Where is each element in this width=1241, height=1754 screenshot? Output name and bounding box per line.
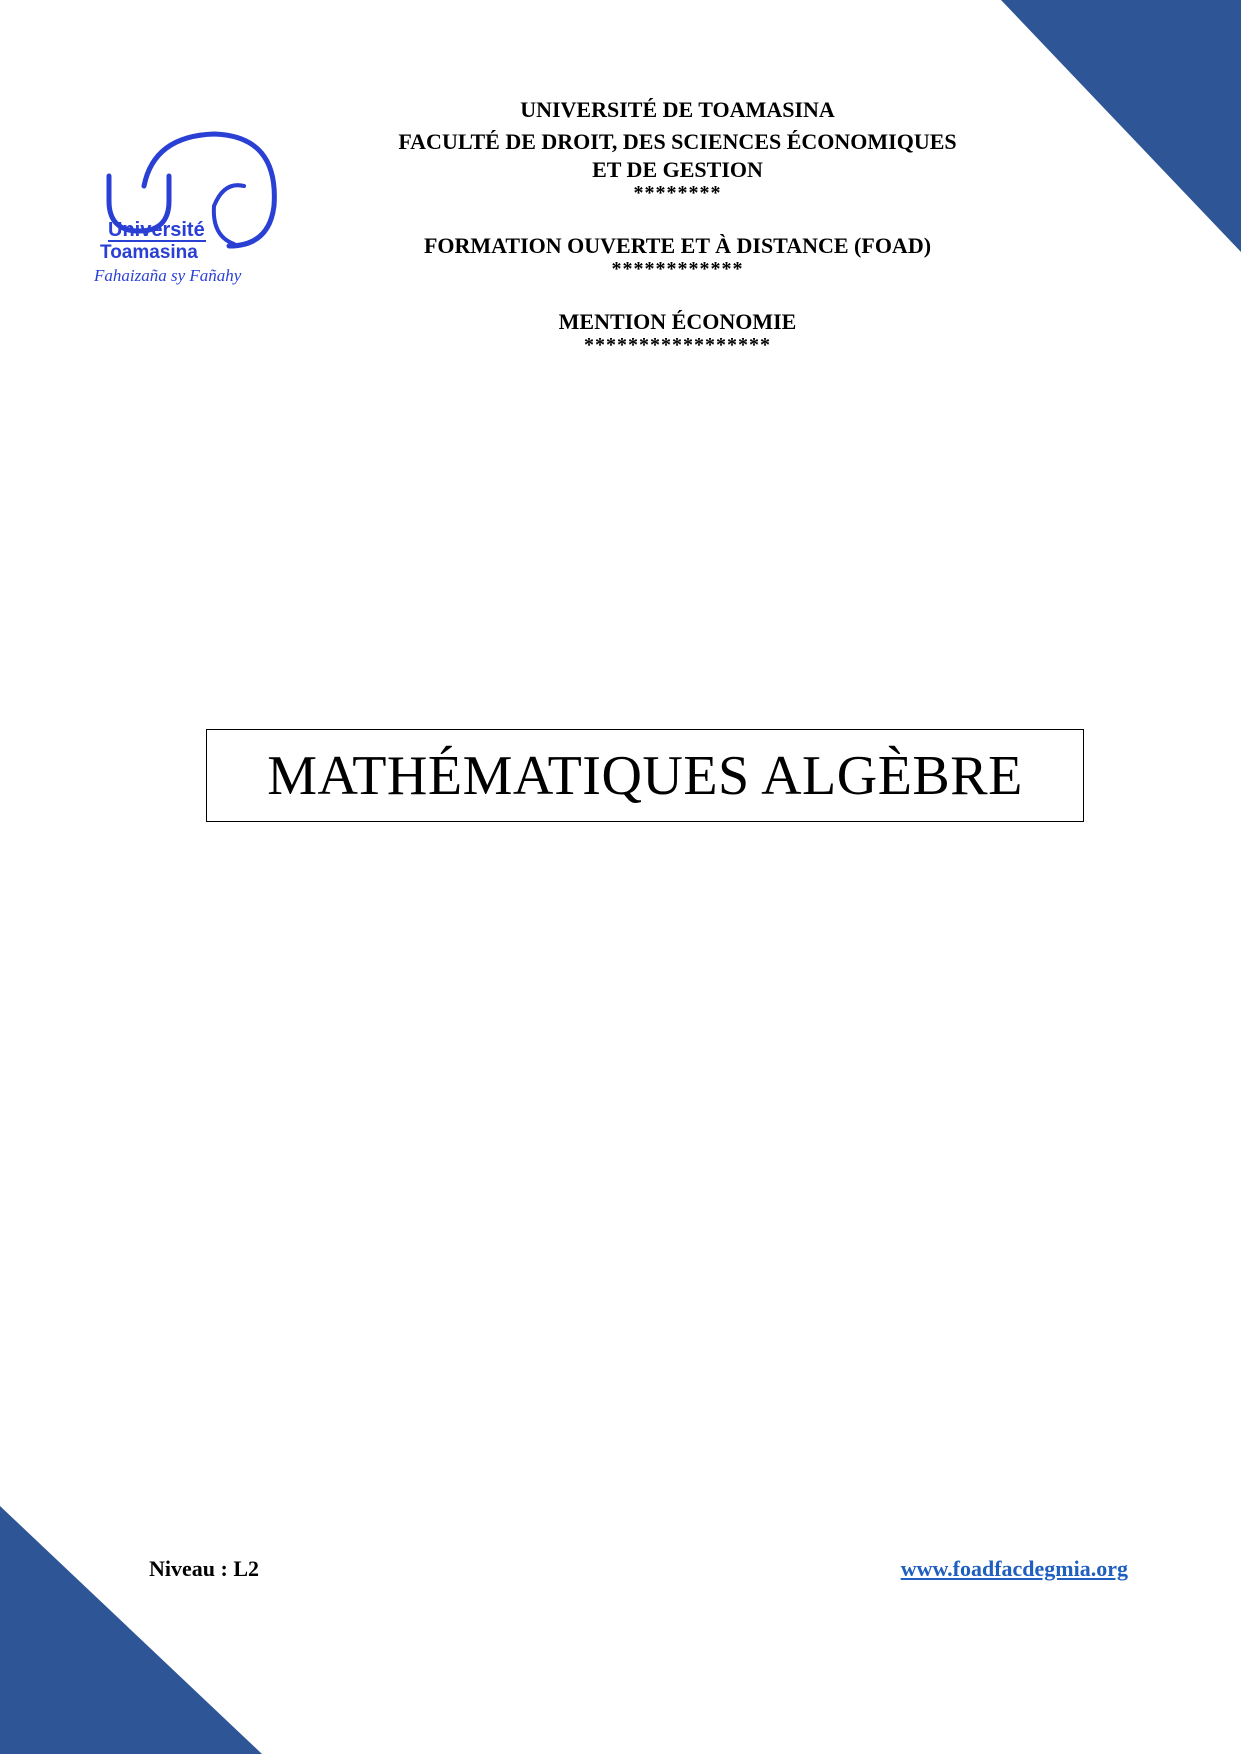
faculty-line-1: FACULTÉ DE DROIT, DES SCIENCES ÉCONOMIQUES	[398, 129, 957, 154]
logo-name-line1: Université	[108, 219, 205, 241]
document-title: MATHÉMATIQUES ALGÈBRE	[206, 729, 1084, 822]
faculty-line-2: ET DE GESTION	[592, 157, 763, 182]
mention-title: MENTION ÉCONOMIE	[558, 309, 797, 334]
logo-motto: Fahaizaña sy Fañahy	[94, 266, 242, 285]
university-logo	[64, 96, 326, 301]
formation-title: FORMATION OUVERTE ET À DISTANCE (FOAD)	[423, 233, 932, 258]
website-link[interactable]: www.foadfacdegmia.org	[900, 1556, 1128, 1581]
separator-stars-2: ************	[611, 258, 744, 280]
separator-stars-3: *****************	[584, 334, 771, 356]
institution-header	[340, 96, 1015, 354]
bottom-left-corner-decoration	[0, 1506, 262, 1754]
university-name: UNIVERSITÉ DE TOAMASINA	[520, 97, 835, 122]
top-right-corner-decoration	[1001, 0, 1241, 252]
level-label: Niveau : L2	[149, 1556, 259, 1581]
separator-stars-1: ********	[633, 182, 722, 204]
logo-inner-arc	[214, 185, 244, 244]
logo-name-line2: Toamasina	[100, 242, 198, 263]
